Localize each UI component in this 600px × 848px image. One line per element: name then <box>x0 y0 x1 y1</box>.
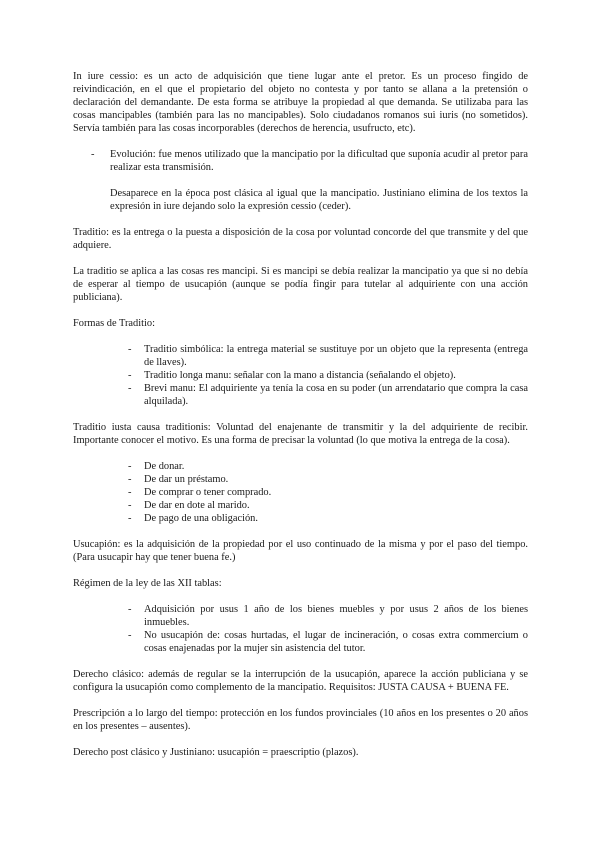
paragraph-traditio-res-mancipi: La traditio se aplica a las cosas res mancipi. Si es mancipi se debía realizar la mancipatio ya que si no debía de esperar al tiempo de usucapión (aunque se podía fingir para tutelar al adquiriente con una acción publiciana). <box>73 266 528 303</box>
list-item <box>73 499 528 512</box>
paragraph-in-iure-cessio: In iure cessio: es un acto de adquisición que tiene lugar ante el pretor. Es un proceso fingido de reivindicación, en el que el propietario del objeto no contesta y por tanto se allana a la pretensión o declaración del demandante. De esta forma se atribuye la propiedad al que demanda. Se utilizaba para las cosas mancipables (también para las no mancipables). Solo ciudadanos romanos sui iuris (no sometidos). Servía también para las cosas incorporables (derechos de herencia, usufructo, etc). <box>73 71 528 134</box>
list-item-text: Traditio longa manu: señalar con la mano a distancia (señalando el objeto). <box>144 370 456 381</box>
paragraph-evolucion: Evolución: fue menos utilizado que la mancipatio por la dificultad que suponía acudir al pretor para realizar esta transmisión. <box>110 149 528 173</box>
list-regimen <box>73 603 528 655</box>
bullet-dash: - <box>91 149 95 160</box>
bullet-dash: - <box>128 474 132 485</box>
list-item-text: De pago de una obligación. <box>144 513 258 524</box>
heading-formas-traditio: Formas de Traditio: <box>73 318 155 329</box>
bullet-evolucion <box>73 148 528 213</box>
list-item <box>73 343 528 369</box>
bullet-dash: - <box>128 604 132 615</box>
list-item-text: De dar un préstamo. <box>144 474 229 485</box>
list-item <box>73 382 528 408</box>
bullet-dash: - <box>128 500 132 511</box>
list-item-text: Brevi manu: El adquiriente ya tenía la cosa en su poder (un arrendatario que compra la casa alquilada). <box>144 383 528 407</box>
list-item-text: Adquisición por usus 1 año de los bienes muebles y por usus 2 años de los bienes inmuebles. <box>144 604 528 628</box>
list-item-text: De comprar o tener comprado. <box>144 487 272 498</box>
paragraph-iusta-causa: Traditio iusta causa traditionis: Voluntad del enajenante de transmitir y la del adquiriente de recibir. Importante conocer el motivo. Es una forma de precisar la voluntad (lo que motiva la entrega de la cosa). <box>73 422 528 446</box>
list-item-text: De dar en dote al marido. <box>144 500 250 511</box>
bullet-dash: - <box>128 344 132 355</box>
paragraph-prescripcion: Prescripción a lo largo del tiempo: protección en los fundos provinciales (10 años en los presentes o 20 años en los presentes – ausentes). <box>73 708 528 732</box>
list-causas <box>73 460 528 525</box>
paragraph-traditio: Traditio: es la entrega o la puesta a disposición de la cosa por voluntad concorde del que transmite y del que adquiere. <box>73 227 528 251</box>
list-item-text: De donar. <box>144 461 185 472</box>
list-item <box>73 603 528 629</box>
bullet-dash: - <box>128 513 132 524</box>
bullet-dash: - <box>128 487 132 498</box>
list-formas-traditio <box>73 343 528 408</box>
bullet-dash: - <box>128 370 132 381</box>
heading-regimen-xii-tablas: Régimen de la ley de las XII tablas: <box>73 578 222 589</box>
bullet-dash: - <box>128 461 132 472</box>
document-page <box>73 70 528 759</box>
paragraph-derecho-clasico: Derecho clásico: además de regular se la interrupción de la usucapión, aparece la acción publiciana y se configura la usucapión como complemento de la mancipatio. Requisitos: JUSTA CAUSA + BUENA FE. <box>73 669 528 693</box>
list-item <box>73 369 528 382</box>
list-item <box>73 629 528 655</box>
list-item <box>73 486 528 499</box>
list-item-text: No usucapión de: cosas hurtadas, el lugar de incineración, o cosas extra commercium o cosas enajenadas por la mujer sin asistencia del tutor. <box>144 630 528 654</box>
paragraph-desaparece: Desaparece en la época post clásica al igual que la mancipatio. Justiniano elimina de los textos la expresión in iure dejando solo la expresión cessio (ceder). <box>110 188 528 212</box>
paragraph-derecho-post-clasico: Derecho post clásico y Justiniano: usucapión = praescriptio (plazos). <box>73 747 359 758</box>
paragraph-usucapion: Usucapión: es la adquisición de la propiedad por el uso continuado de la misma y por el paso del tiempo. (Para usucapir hay que tener buena fe.) <box>73 539 528 563</box>
list-item <box>73 473 528 486</box>
list-item <box>73 512 528 525</box>
bullet-dash: - <box>128 383 132 394</box>
bullet-dash: - <box>128 630 132 641</box>
list-item-text: Traditio simbólica: la entrega material se sustituye por un objeto que la representa (entrega de llaves). <box>144 344 528 368</box>
list-item <box>73 460 528 473</box>
